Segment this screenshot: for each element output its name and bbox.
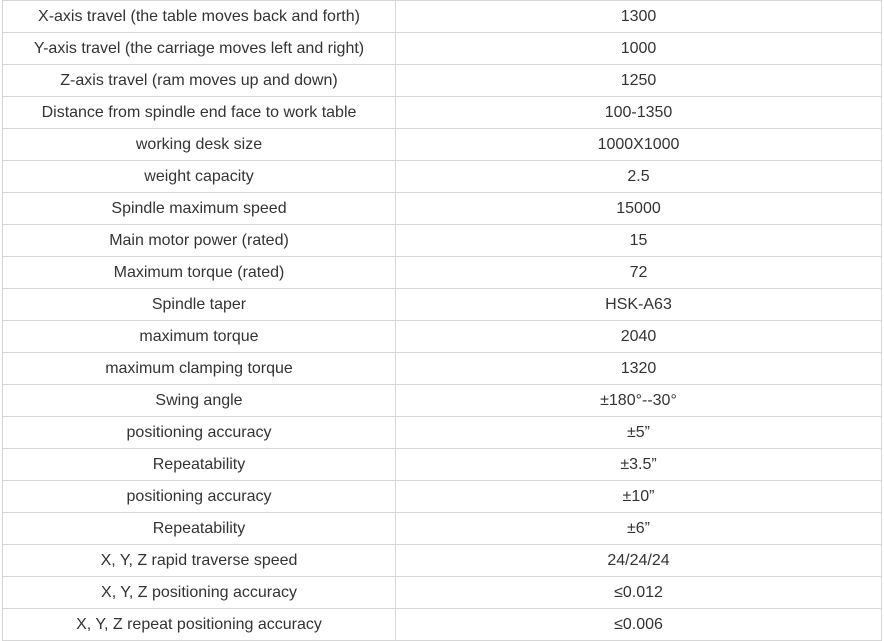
table-row — [3, 257, 882, 289]
spec-label: Distance from spindle end face to work table — [3, 97, 396, 129]
spec-label: Z-axis travel (ram moves up and down) — [3, 65, 396, 97]
spec-label: X-axis travel (the table moves back and forth) — [3, 1, 396, 33]
spec-table — [2, 0, 882, 641]
spec-label: X, Y, Z repeat positioning accuracy — [3, 609, 396, 641]
spec-value: 1000X1000 — [396, 129, 882, 161]
spec-value: 1250 — [396, 65, 882, 97]
table-row — [3, 321, 882, 353]
table-row — [3, 449, 882, 481]
spec-label: maximum torque — [3, 321, 396, 353]
spec-label: Swing angle — [3, 385, 396, 417]
spec-value: ≤0.006 — [396, 609, 882, 641]
spec-label: Maximum torque (rated) — [3, 257, 396, 289]
spec-value: ±10” — [396, 481, 882, 513]
spec-value: ±180°--30° — [396, 385, 882, 417]
spec-value: ±3.5” — [396, 449, 882, 481]
table-row — [3, 161, 882, 193]
spec-table-body — [3, 1, 882, 641]
spec-label: Main motor power (rated) — [3, 225, 396, 257]
table-row — [3, 417, 882, 449]
spec-value: 1320 — [396, 353, 882, 385]
spec-value: 100-1350 — [396, 97, 882, 129]
spec-label: X, Y, Z rapid traverse speed — [3, 545, 396, 577]
table-row — [3, 289, 882, 321]
spec-label: Repeatability — [3, 513, 396, 545]
spec-label: positioning accuracy — [3, 417, 396, 449]
table-row — [3, 353, 882, 385]
spec-value: 2040 — [396, 321, 882, 353]
table-row — [3, 65, 882, 97]
spec-label: weight capacity — [3, 161, 396, 193]
spec-label: maximum clamping torque — [3, 353, 396, 385]
table-row — [3, 609, 882, 641]
spec-value: ≤0.012 — [396, 577, 882, 609]
spec-label: Y-axis travel (the carriage moves left and right) — [3, 33, 396, 65]
spec-value: 24/24/24 — [396, 545, 882, 577]
spec-value: 1300 — [396, 1, 882, 33]
spec-label: X, Y, Z positioning accuracy — [3, 577, 396, 609]
table-row — [3, 97, 882, 129]
spec-label: working desk size — [3, 129, 396, 161]
table-row — [3, 577, 882, 609]
spec-value: ±6” — [396, 513, 882, 545]
spec-label: Spindle taper — [3, 289, 396, 321]
spec-value: 15000 — [396, 193, 882, 225]
spec-value: 15 — [396, 225, 882, 257]
table-row — [3, 193, 882, 225]
spec-label: Spindle maximum speed — [3, 193, 396, 225]
spec-label: Repeatability — [3, 449, 396, 481]
table-row — [3, 545, 882, 577]
table-row — [3, 1, 882, 33]
table-row — [3, 33, 882, 65]
table-row — [3, 129, 882, 161]
table-row — [3, 481, 882, 513]
spec-value: ±5” — [396, 417, 882, 449]
spec-value: 72 — [396, 257, 882, 289]
table-row — [3, 513, 882, 545]
spec-value: HSK-A63 — [396, 289, 882, 321]
spec-value: 2.5 — [396, 161, 882, 193]
spec-label: positioning accuracy — [3, 481, 396, 513]
table-row — [3, 225, 882, 257]
table-row — [3, 385, 882, 417]
spec-value: 1000 — [396, 33, 882, 65]
